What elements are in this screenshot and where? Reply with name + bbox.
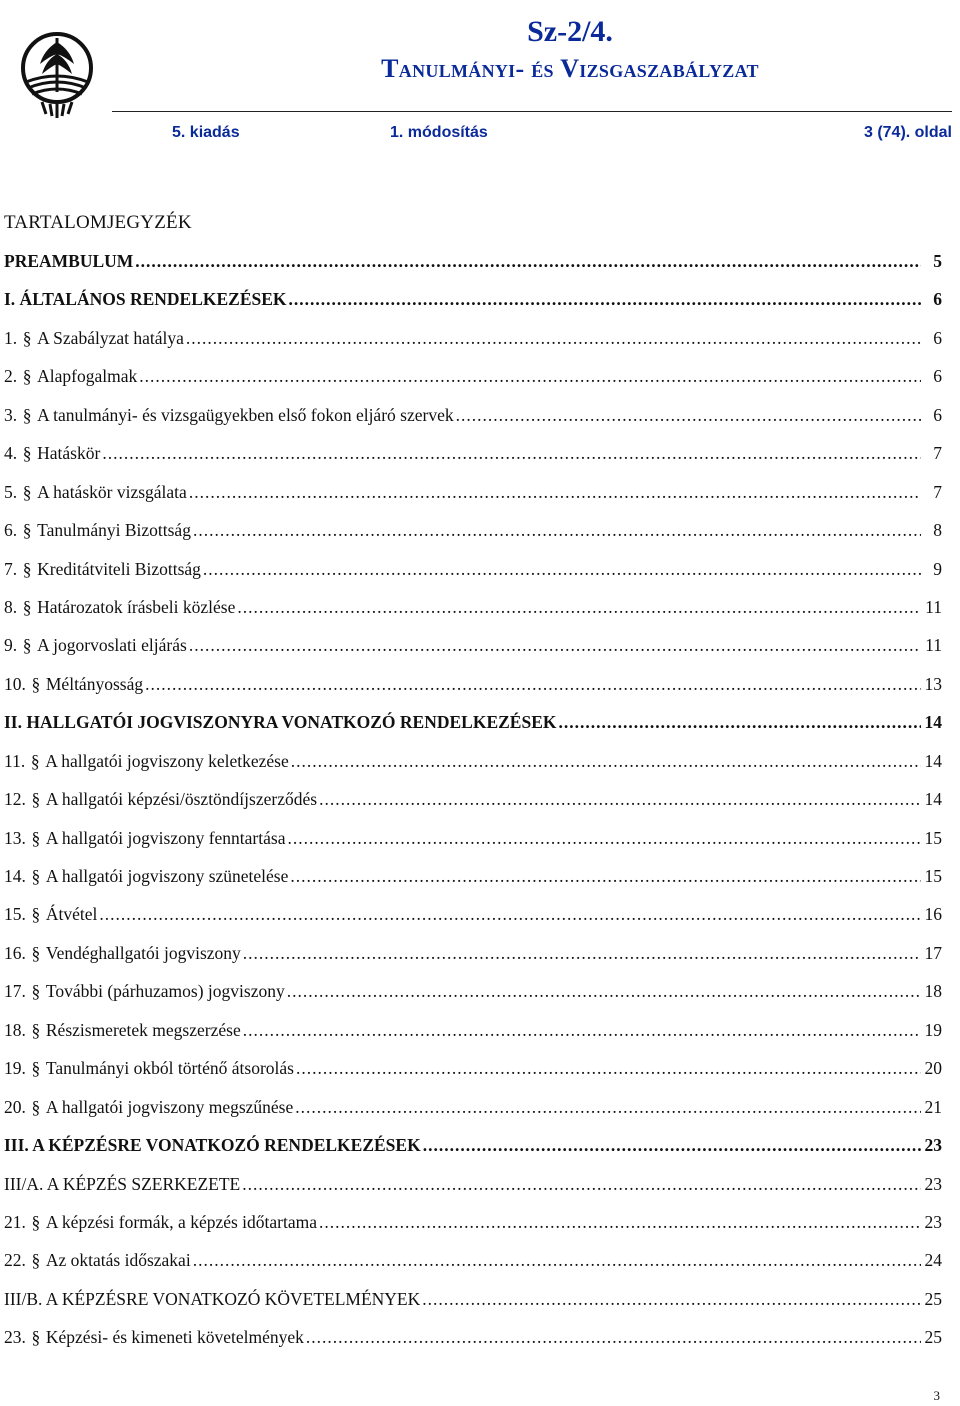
toc-entry-page: 23 [924, 1211, 942, 1232]
toc-entry-page: 23 [924, 1173, 942, 1194]
toc-dot-leader [456, 405, 921, 426]
toc-entry[interactable] [4, 981, 942, 1019]
toc-entry[interactable] [4, 1135, 942, 1173]
toc-entry-text: Hatáskör [37, 443, 101, 464]
toc-dot-leader [296, 1058, 921, 1079]
toc-entry-text: II. HALLGATÓI JOGVISZONYRA VONATKOZÓ RENDELKEZÉSEK [4, 712, 557, 733]
institution-logo [20, 30, 94, 120]
toc-title: TARTALOMJEGYZÉK [4, 212, 192, 233]
toc-entry-number: 23. [4, 1327, 26, 1348]
toc-entry-number: 22. [4, 1250, 26, 1271]
toc-entry-number: 5. [4, 481, 18, 502]
toc-entry-page: 7 [933, 443, 942, 464]
toc-entry-text: Tanulmányi Bizottság [37, 520, 191, 541]
toc-dot-leader [243, 1020, 921, 1041]
toc-dot-leader [290, 866, 921, 887]
toc-entry[interactable] [4, 597, 942, 635]
toc-entry-text: Alapfogalmak [37, 366, 138, 387]
header-divider [112, 111, 952, 112]
toc-entry-page: 6 [933, 404, 942, 425]
toc-dot-leader [242, 1174, 921, 1195]
toc-entry-page: 19 [924, 1019, 942, 1040]
toc-entry-page: 6 [933, 366, 942, 387]
toc-entry-number: 21. [4, 1211, 26, 1232]
toc-entry-page: 14 [924, 712, 942, 733]
edition-label: 5. kiadás [172, 124, 240, 141]
toc-entry-page: 6 [933, 289, 942, 310]
toc-entry-number: 19. [4, 1058, 26, 1079]
toc-dot-leader [186, 328, 921, 349]
page-info-label: 3 (74). oldal [863, 124, 952, 141]
toc-dot-leader [102, 443, 921, 464]
toc-entry-text: A Szabályzat hatálya [37, 327, 184, 348]
toc-dot-leader [99, 904, 921, 925]
toc-dot-leader [193, 1250, 921, 1271]
toc-entry[interactable] [4, 635, 942, 673]
toc-entry-page: 11 [925, 635, 942, 656]
toc-entry-number: 7. [4, 558, 18, 579]
toc-entry-text: A hallgatói képzési/ösztöndíjszerződés [45, 789, 318, 810]
toc-entry[interactable] [4, 520, 942, 558]
revision-label: 1. módosítás [390, 124, 488, 141]
toc-entry-number: 2. [4, 366, 18, 387]
toc-dot-leader [243, 943, 921, 964]
toc-entry-page: 9 [933, 558, 942, 579]
section-sign-icon: § [22, 327, 32, 348]
toc-entry[interactable] [4, 443, 942, 481]
toc-entry[interactable] [4, 1250, 942, 1288]
section-sign-icon: § [31, 942, 41, 963]
toc-dot-leader [319, 789, 921, 810]
toc-entry[interactable] [4, 251, 942, 289]
toc-dot-leader [287, 981, 921, 1002]
toc-entry-page: 7 [933, 481, 942, 502]
toc-entry-page: 5 [933, 251, 942, 271]
toc-entry[interactable] [4, 289, 942, 327]
toc-entry-text: Átvétel [45, 904, 98, 925]
section-sign-icon: § [31, 1211, 41, 1232]
toc-entry-text: III/A. A KÉPZÉS SZERKEZETE [4, 1173, 241, 1194]
toc-entry-text: A hallgatói jogviszony megszűnése [45, 1096, 294, 1117]
toc-entry-page: 14 [924, 750, 942, 771]
toc-entry-number: 12. [4, 789, 26, 810]
toc-entry-text: A tanulmányi- és vizsgaügyekben első fokon eljáró szervek [37, 404, 454, 425]
toc-entry-text: Határozatok írásbeli közlése [37, 596, 236, 617]
toc-entry-number: 4. [4, 443, 18, 464]
toc-entry-number: 10. [4, 673, 26, 694]
toc-entry-text: Az oktatás időszakai [45, 1250, 191, 1271]
toc-entry[interactable] [4, 328, 942, 366]
toc-entry-text: Kreditátviteli Bizottság [37, 558, 201, 579]
section-sign-icon: § [31, 673, 41, 694]
toc-entry-text: PREAMBULUM [4, 251, 134, 271]
section-sign-icon: § [30, 750, 40, 771]
toc-dot-leader [319, 1212, 921, 1233]
section-sign-icon: § [31, 1096, 41, 1117]
toc-entry-page: 15 [924, 827, 942, 848]
section-sign-icon: § [22, 520, 32, 541]
section-sign-icon: § [31, 1327, 41, 1348]
toc-entry-text: I. ÁLTALÁNOS RENDELKEZÉSEK [4, 289, 287, 310]
document-code: Sz-2/4. [527, 15, 613, 48]
toc-entry-page: 25 [924, 1327, 942, 1348]
section-sign-icon: § [22, 596, 32, 617]
toc-dot-leader [189, 482, 921, 503]
table-of-contents [4, 251, 942, 1366]
toc-entry[interactable] [4, 482, 942, 520]
toc-entry-number: 11. [4, 750, 26, 771]
toc-entry-page: 20 [924, 1058, 942, 1079]
toc-entry-page: 21 [924, 1096, 942, 1117]
toc-dot-leader [287, 828, 921, 849]
toc-entry-number: 18. [4, 1019, 26, 1040]
section-sign-icon: § [22, 635, 32, 656]
toc-entry-page: 25 [924, 1288, 942, 1309]
toc-dot-leader [189, 635, 921, 656]
section-sign-icon: § [22, 443, 32, 464]
toc-entry-page: 8 [933, 520, 942, 541]
section-sign-icon: § [31, 1019, 41, 1040]
toc-entry-number: 13. [4, 827, 26, 848]
toc-dot-leader [306, 1327, 921, 1348]
toc-entry-text: Méltányosság [45, 673, 144, 694]
toc-entry-text: Részismeretek megszerzése [45, 1019, 241, 1040]
toc-dot-leader [203, 559, 921, 580]
section-sign-icon: § [31, 981, 41, 1002]
toc-entry-page: 14 [924, 789, 942, 810]
toc-entry-text: Tanulmányi okból történő átsorolás [45, 1058, 294, 1079]
toc-entry-number: 1. [4, 327, 18, 348]
section-sign-icon: § [22, 558, 32, 579]
toc-entry[interactable] [4, 1097, 942, 1135]
toc-entry-text: További (párhuzamos) jogviszony [45, 981, 285, 1002]
toc-entry-text: A képzési formák, a képzés időtartama [45, 1211, 318, 1232]
toc-dot-leader [193, 520, 921, 541]
toc-entry[interactable] [4, 866, 942, 904]
toc-entry[interactable] [4, 559, 942, 597]
section-sign-icon: § [22, 481, 32, 502]
toc-entry[interactable] [4, 1289, 942, 1327]
toc-dot-leader [291, 751, 921, 772]
section-sign-icon: § [22, 404, 32, 425]
section-sign-icon: § [31, 904, 41, 925]
section-sign-icon: § [31, 827, 41, 848]
toc-dot-leader [423, 1135, 921, 1156]
footer-page-number: 3 [933, 1388, 940, 1403]
toc-entry[interactable] [4, 405, 942, 443]
toc-entry-text: A hallgatói jogviszony fenntartása [45, 827, 286, 848]
toc-entry[interactable] [4, 789, 942, 827]
toc-entry-page: 18 [924, 981, 942, 1002]
toc-entry-text: A hallgatói jogviszony szünetelése [45, 866, 289, 886]
toc-entry[interactable] [4, 904, 942, 942]
toc-dot-leader [237, 597, 921, 618]
toc-entry-number: 20. [4, 1096, 26, 1117]
toc-dot-leader [145, 674, 921, 695]
toc-entry[interactable] [4, 712, 942, 750]
toc-entry[interactable] [4, 751, 942, 789]
toc-entry[interactable] [4, 1058, 942, 1096]
toc-entry-text: Képzési- és kimeneti követelmények [45, 1327, 304, 1348]
section-sign-icon: § [31, 1058, 41, 1079]
toc-dot-leader [422, 1289, 921, 1310]
toc-entry-text: A jogorvoslati eljárás [37, 635, 187, 656]
toc-entry-text: A hallgatói jogviszony keletkezése [45, 750, 289, 771]
header-meta [112, 124, 952, 146]
toc-entry[interactable] [4, 828, 942, 866]
toc-entry-page: 13 [924, 673, 942, 694]
toc-entry-page: 11 [925, 596, 942, 617]
toc-entry[interactable] [4, 1212, 942, 1250]
toc-entry-page: 15 [924, 866, 942, 886]
toc-entry-text: III. A KÉPZÉSRE VONATKOZÓ RENDELKEZÉSEK [4, 1135, 421, 1156]
toc-dot-leader [289, 289, 921, 310]
toc-entry-number: 3. [4, 404, 18, 425]
toc-entry[interactable] [4, 366, 942, 404]
toc-entry-page: 24 [924, 1250, 942, 1271]
toc-entry-number: 9. [4, 635, 18, 656]
toc-dot-leader [295, 1097, 921, 1118]
toc-entry-page: 16 [924, 904, 942, 925]
toc-entry-number: 14. [4, 866, 26, 886]
toc-entry-number: 17. [4, 981, 26, 1002]
toc-entry[interactable] [4, 674, 942, 712]
section-sign-icon: § [31, 866, 41, 886]
toc-entry-text: III/B. A KÉPZÉSRE VONATKOZÓ KÖVETELMÉNYEK [4, 1288, 421, 1309]
toc-dot-leader [135, 251, 921, 272]
toc-dot-leader [139, 366, 921, 387]
section-sign-icon: § [31, 1250, 41, 1271]
section-sign-icon: § [22, 366, 32, 387]
toc-entry-page: 6 [933, 327, 942, 348]
toc-entry-number: 16. [4, 942, 26, 963]
toc-dot-leader [558, 712, 921, 733]
toc-entry[interactable] [4, 943, 942, 981]
toc-entry[interactable] [4, 1020, 942, 1058]
toc-entry-number: 15. [4, 904, 26, 925]
toc-entry-page: 23 [924, 1135, 942, 1156]
toc-entry[interactable] [4, 1327, 942, 1365]
toc-entry-number: 6. [4, 520, 18, 541]
toc-entry-page: 17 [924, 942, 942, 963]
toc-entry[interactable] [4, 1174, 942, 1212]
toc-entry-number: 8. [4, 596, 18, 617]
section-sign-icon: § [31, 789, 41, 810]
toc-entry-text: Vendéghallgatói jogviszony [45, 942, 241, 963]
document-title: Tanulmányi- és Vizsgaszabályzat [381, 54, 759, 83]
toc-entry-text: A hatáskör vizsgálata [37, 481, 187, 502]
